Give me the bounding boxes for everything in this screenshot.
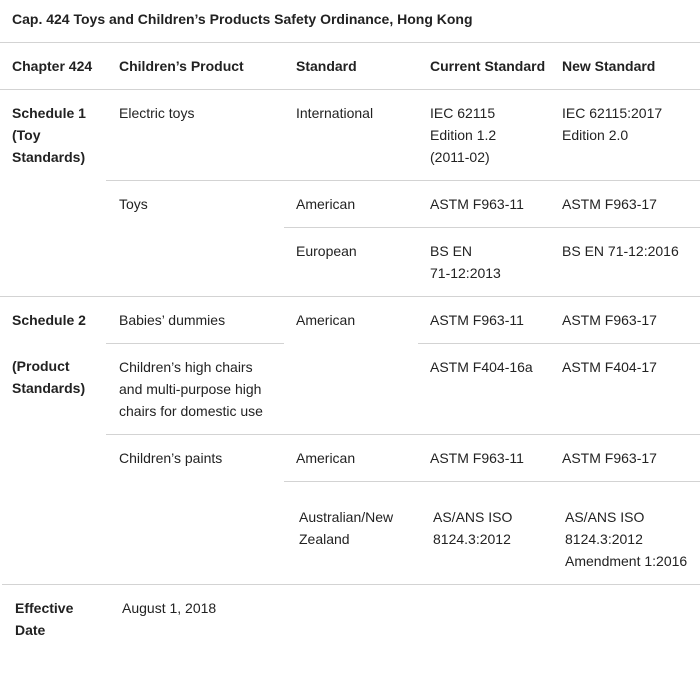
standard-cell: Australian/New <box>299 509 394 525</box>
current-standard-cell: 8124.3:2012 <box>433 531 511 547</box>
current-standard-cell: ASTM F963-11 <box>430 196 524 212</box>
rule-under-title <box>0 42 700 43</box>
standard-cell: American <box>296 196 356 212</box>
header-standard: Standard <box>296 58 357 74</box>
rule-under-schedule2 <box>2 584 700 585</box>
new-standard-cell: 8124.3:2012 <box>565 531 643 547</box>
new-standard-cell: Edition 2.0 <box>562 127 629 143</box>
header-current: Current Standard <box>430 58 546 74</box>
rule-s2-row1-right <box>418 343 700 344</box>
current-standard-cell: AS/ANS ISO <box>433 509 513 525</box>
standard-cell: European <box>296 243 357 259</box>
schedule-2-label-line: (Product <box>12 358 70 374</box>
new-standard-cell: ASTM F963-17 <box>562 312 657 328</box>
rule-s1-row2 <box>284 227 700 228</box>
new-standard-cell: ASTM F963-17 <box>562 450 657 466</box>
product-cell: and multi-purpose high <box>119 381 262 397</box>
rule-under-header <box>0 89 700 90</box>
rule-under-schedule1 <box>0 296 700 297</box>
schedule-1-label-line: (Toy <box>12 127 41 143</box>
new-standard-cell: AS/ANS ISO <box>565 509 645 525</box>
current-standard-cell: ASTM F963-11 <box>430 450 524 466</box>
product-cell: Children’s high chairs <box>119 359 253 375</box>
current-standard-cell: ASTM F404-16a <box>430 359 533 375</box>
current-standard-cell: Edition 1.2 <box>430 127 497 143</box>
standard-cell: International <box>296 105 374 121</box>
product-cell: Toys <box>119 196 148 212</box>
new-standard-cell: BS EN 71-12:2016 <box>562 243 679 259</box>
effective-date-label: Date <box>15 622 46 638</box>
schedule-1-label-line: Standards) <box>12 149 86 165</box>
rule-s2-row2 <box>106 434 700 435</box>
rule-s2-row3 <box>284 481 700 482</box>
new-standard-cell: ASTM F404-17 <box>562 359 657 375</box>
product-cell: chairs for domestic use <box>119 403 263 419</box>
page-title: Cap. 424 Toys and Children’s Products Safety Ordinance, Hong Kong <box>12 11 473 27</box>
current-standard-cell: BS EN <box>430 243 473 259</box>
product-cell: Electric toys <box>119 105 195 121</box>
standard-cell: American <box>296 450 356 466</box>
new-standard-cell: Amendment 1:2016 <box>565 553 688 569</box>
standard-cell: American <box>296 312 356 328</box>
current-standard-cell: IEC 62115 <box>430 105 496 121</box>
header-product: Children’s Product <box>119 58 244 74</box>
header-new: New Standard <box>562 58 656 74</box>
schedule-1-label-line: Schedule 1 <box>12 105 86 121</box>
schedule-2-label-line: Standards) <box>12 380 86 396</box>
product-cell: Children’s paints <box>119 450 223 466</box>
standard-cell: Zealand <box>299 531 350 547</box>
current-standard-cell: 71-12:2013 <box>430 265 501 281</box>
current-standard-cell: (2011-02) <box>430 149 490 165</box>
rule-s1-row1 <box>106 180 700 181</box>
current-standard-cell: ASTM F963-11 <box>430 312 524 328</box>
effective-date-value: August 1, 2018 <box>122 600 217 616</box>
new-standard-cell: ASTM F963-17 <box>562 196 657 212</box>
schedule-2-label-line: Schedule 2 <box>12 312 86 328</box>
header-chapter: Chapter 424 <box>12 58 93 74</box>
new-standard-cell: IEC 62115:2017 <box>562 105 663 121</box>
effective-date-label: Effective <box>15 600 74 616</box>
product-cell: Babies’ dummies <box>119 312 226 328</box>
rule-s2-row1-left <box>106 343 284 344</box>
